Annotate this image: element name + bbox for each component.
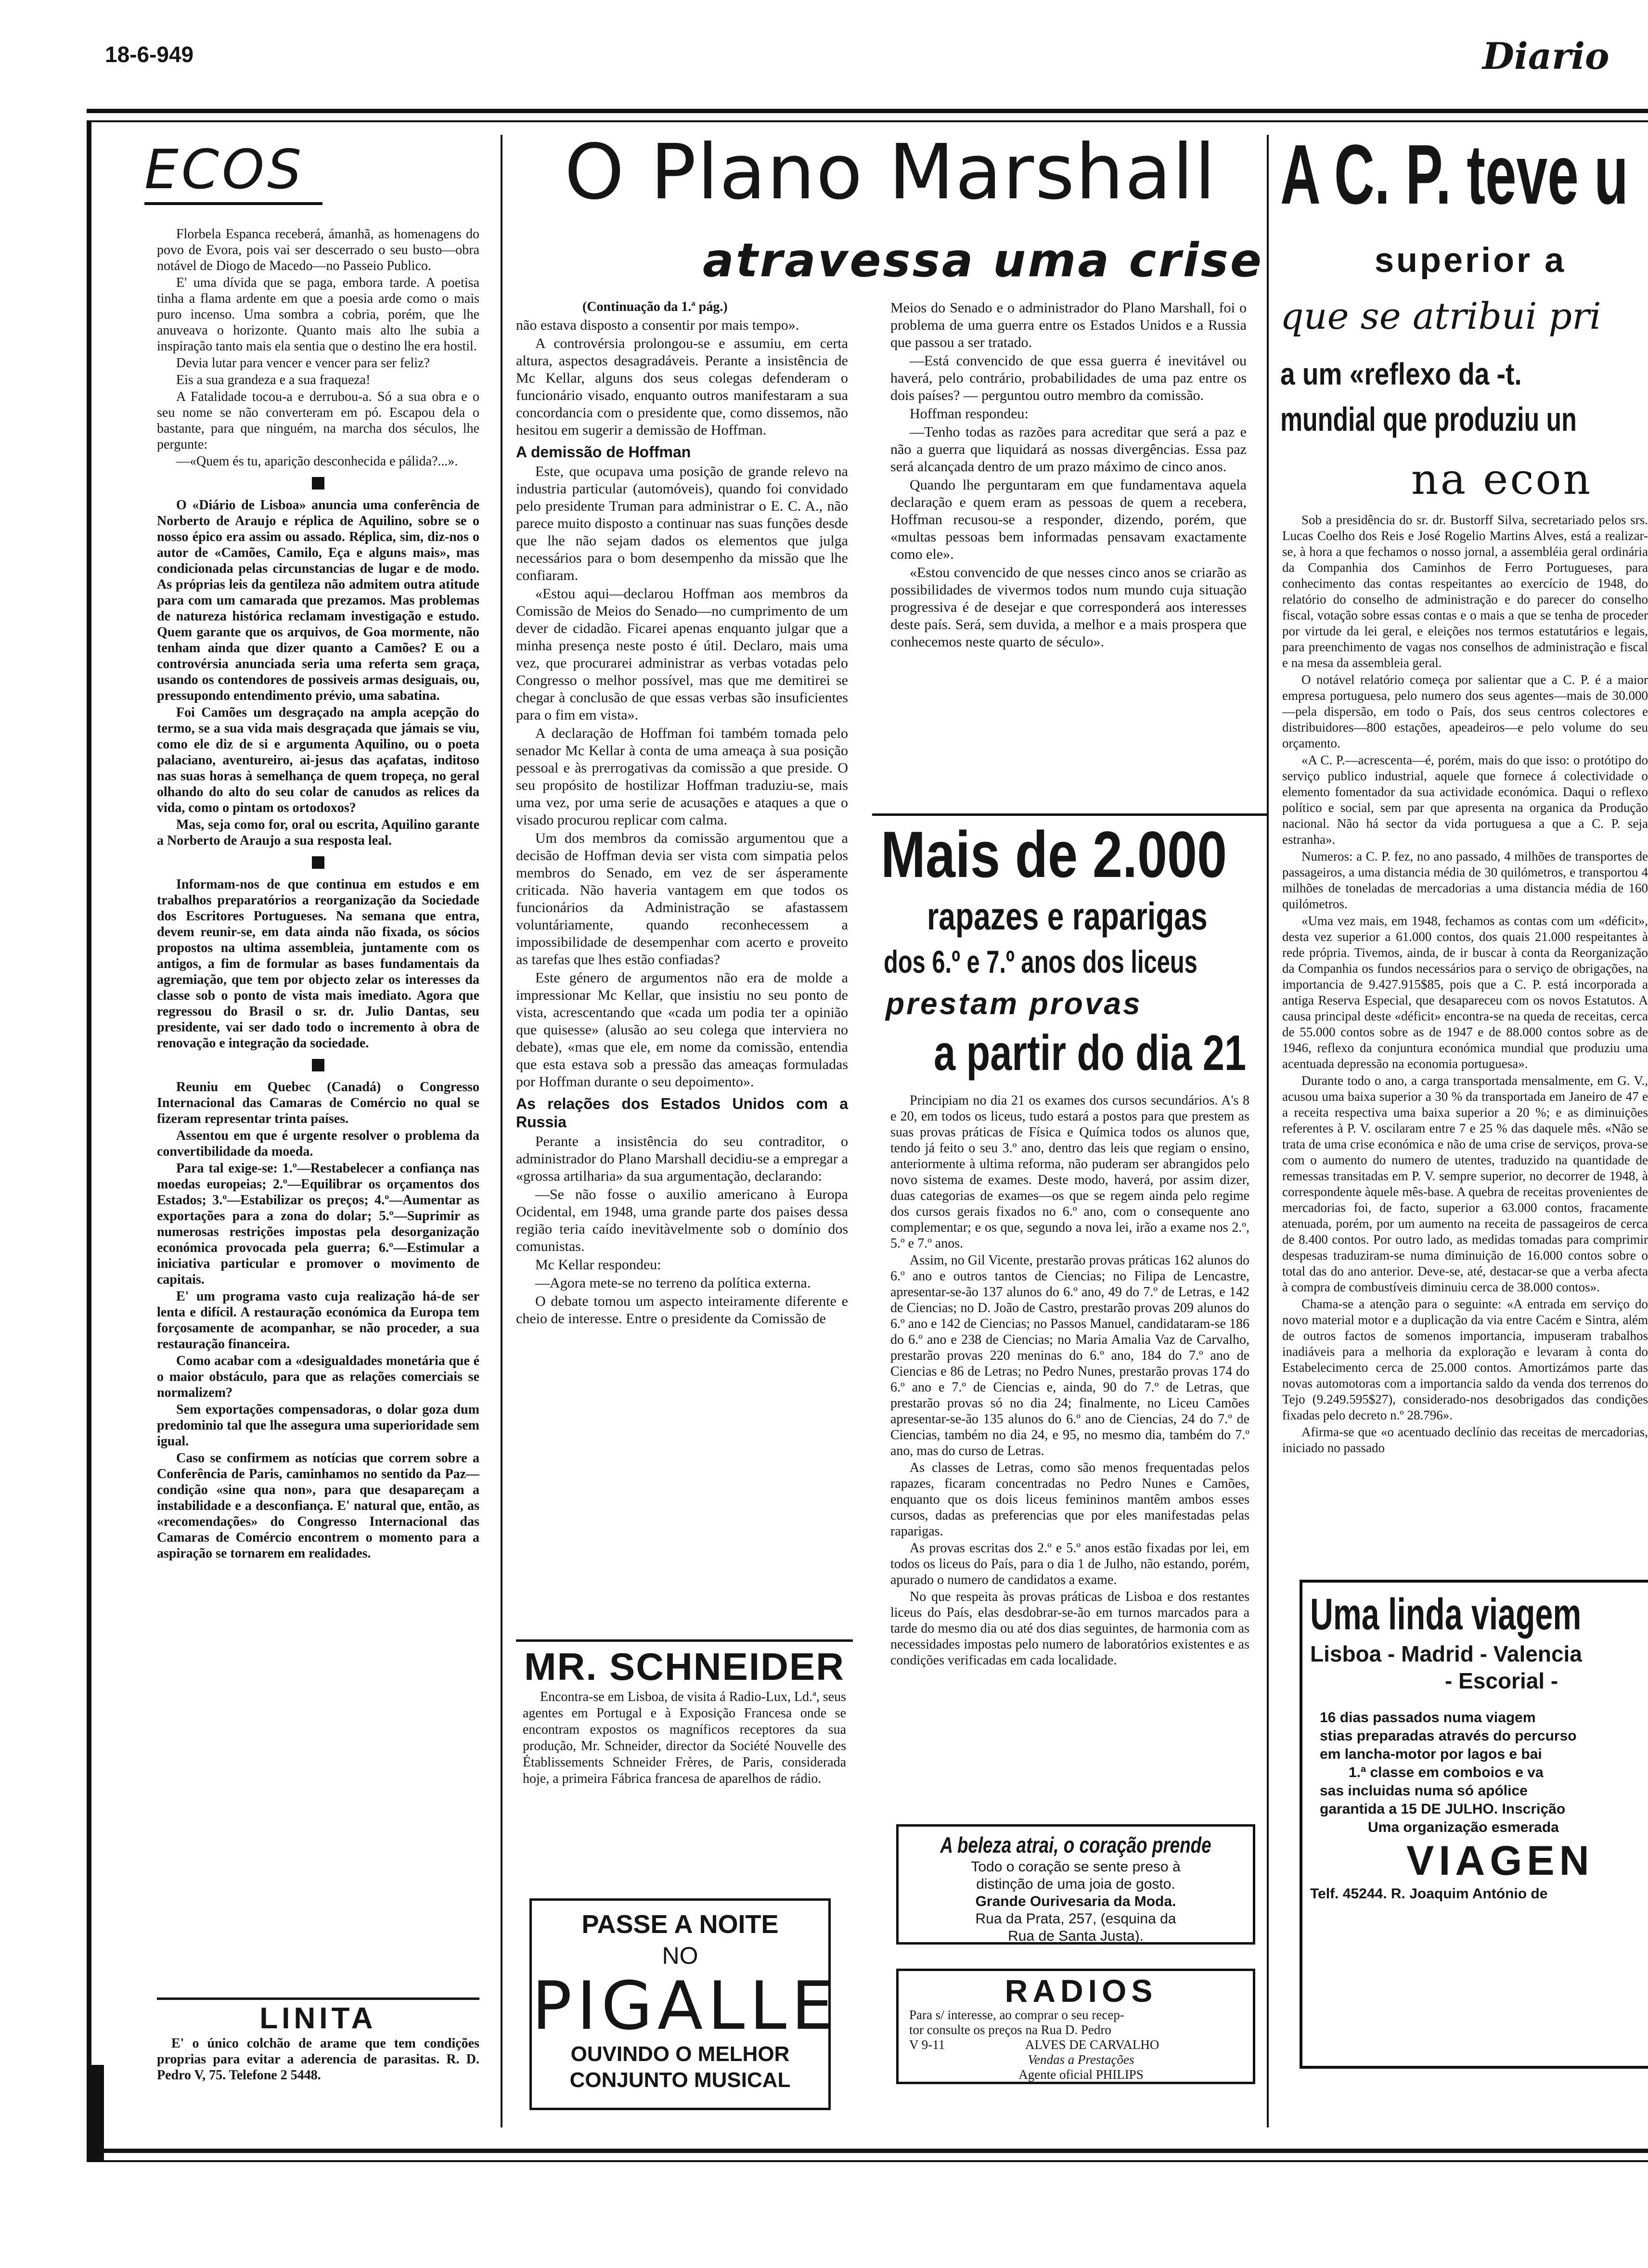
header-rule-thick — [87, 109, 1648, 113]
header-rule-thin — [87, 120, 1648, 122]
section-divider — [312, 856, 324, 869]
cp-column — [1282, 512, 1648, 1571]
cp-headline: A C. P. teve u — [1280, 128, 1629, 222]
viagem-contact: Telf. 45244. R. Joaquim António de — [1310, 1886, 1548, 1902]
radios-ad — [896, 1969, 1255, 2084]
linita-ad — [157, 1997, 479, 2083]
exams-top-rule — [872, 813, 1267, 816]
ecos-title-rule — [144, 202, 322, 205]
marshall-paragraph: Perante a insistência do seu contraditor, o administrador do Plano Marshall decidiu-se a empregar a «grossa artilharia» da sua argumentação, declarando: — [516, 1134, 848, 1184]
exams-title-3: dos 6.º e 7.º anos dos liceus — [884, 944, 1197, 979]
viagem-ad — [1300, 1580, 1648, 2069]
marshall-paragraph: «Estou aqui—declarou Hoffman aos membros da Comissão de Meios do Senado—no cumprimento de um dever de cidadão. Ficarei apenas enquanto julgar que a minha presença neste posto é útil. Declaro, mais uma vez, que procurarei administrar as verbas votadas pelo Congresso o melhor possível, mas que me demitirei se chegar à conclusão de que essas verbas são insuficientes para o fim em vista». — [516, 586, 848, 723]
ecos-paragraph: Sem exportações compensadoras, o dolar goza dum predominio tal que lhe assegura uma superioridade sem igual. — [157, 1402, 479, 1449]
ecos-paragraph: E' uma dívida que se paga, embora tarde. A poetisa tinha a flama ardente em que a poesia arde como o mais puro incenso. Uma sombra a cobria, porém, que lhe anuveava o horizonte. Quanto mais alto lhe subia a inspiração tanto mais ela sentia que o destino lhe era hostil. — [157, 275, 479, 354]
marshall-paragraph: —Tenho todas as razões para acreditar que será a paz e não a guerra que liquidará as nossas divergências. Essa paz será alcançada dentro de um prazo máximo de cinco anos. — [890, 424, 1247, 475]
exams-paragraph: Principiam no dia 21 os exames dos cursos secundários. A's 8 e 20, em todos os liceus, tudo estará a postos para que prestem as suas provas práticas de Física e Química todos os alunos que, tendo já feito o seu 3.º ano, dentro das leis que regiam o ensino, anteriormente à ultima reforma, não puderam ser abrangidos pelo novo sistema de exames. Deste modo, haverá, por assim dizer, duas categorias de exames—os que se regem ainda pelo regime dos cursos gerais fixados no 6.º ano, com o consequente ano complementar; e os que, segundo a nova lei, irão a exame nos 2.º, 5.º e 7.º anos. — [890, 1093, 1249, 1251]
cp-subhead-4: mundial que produziu un — [1280, 400, 1577, 438]
section-divider — [312, 1059, 324, 1071]
cp-paragraph: O notável relatório começa por salientar que a C. P. é a maior empresa portuguesa, pelo numero dos seus agentes—mais de 30.000—pela dispersão, em todo o País, dos seus centros colectores e distribuidores—800 estações, apeadeiros—e pelo volume do seu orçamento. — [1282, 672, 1648, 750]
viagem-line-6: garantida a 15 DE JULHO. Inscrição — [1320, 1801, 1566, 1817]
viagem-line-3: em lancha-motor por lagos e bai — [1320, 1746, 1542, 1762]
marshall-subhead: atravessa uma crise — [703, 233, 1263, 287]
pigalle-ad — [529, 1898, 838, 2110]
schneider-text: Encontra-se em Lisboa, de visita á Radio-Lux, Ld.ª, seus agentes em Portugal e à Exposição Francesa onde se encontram expostos os magníficos receptores da sua produção, Mr. Schneider, director da Société Nouvelle des Établissements Schneider Frères, de Paris, considerada hoje, a primeira Fábrica francesa de aparelhos de rádio. — [523, 1689, 847, 1786]
viagem-route-1: Lisboa - Madrid - Valencia — [1310, 1641, 1582, 1666]
marshall-paragraph: Meios do Senado e o administrador do Plano Marshall, foi o problema de uma guerra entre os Estados Unidos e a Russia que passou a ser tratado. — [890, 300, 1247, 350]
ecos-paragraph: Florbela Espanca receberá, ámanhã, as homenagens do povo de Evora, pois vai ser descerrado o seu busto—obra notável de Diogo de Macedo—no Passeio Publico. — [157, 227, 479, 273]
pigalle-line-1: PASSE A NOITE — [581, 1910, 779, 1939]
marshall-paragraph: Hoffman respondeu: — [910, 406, 1029, 422]
left-margin-bar — [87, 120, 91, 2152]
footer-rule-thin — [87, 2160, 1648, 2162]
viagem-line-2: stias preparadas através do percurso — [1320, 1728, 1577, 1744]
marshall-section-heading: As relações dos Estados Unidos com a Russia — [516, 1095, 848, 1131]
cp-paragraph: Numeros: a C. P. fez, no ano passado, 4 milhões de transportes de passageiros, a uma distancia média de 30 quilómetros, e transportou 4 milhões de toneladas de mercadorias a uma distancia média de 160 quilómetros. — [1282, 849, 1648, 911]
marshall-section-heading: A demissão de Hoffman — [516, 443, 691, 461]
viagem-line-7: Uma organização esmerada — [1368, 1819, 1559, 1835]
marshall-paragraph: «Estou convencido de que nesses cinco anos se criarão as possibilidades de vivermos todos num mundo cuja situação progressiva é de desejar e que corresponderá aos interesses deste país. Será, sem duvida, a melhor e a mais prospera que conhecemos neste quarto de século». — [890, 565, 1247, 650]
radios-line-1: Para s/ interesse, ao comprar o seu recep- — [909, 2008, 1124, 2022]
marshall-paragraph: —Agora mete-se no terreno da política externa. — [535, 1275, 811, 1291]
viagem-title: Uma linda viagem — [1310, 1590, 1582, 1639]
pigalle-line-3: OUVINDO O MELHOR — [570, 2042, 790, 2066]
schneider-ad — [516, 1639, 853, 1787]
radios-title: RADIOS — [1004, 1973, 1158, 2009]
ecos-paragraph: Mas, seja como for, oral ou escrita, Aquilino garante a Norberto de Araujo a sua resposta leal. — [157, 817, 479, 848]
marshall-paragraph: —Está convencido de que essa guerra é inevitável ou haverá, pelo contrário, probabilidades de uma paz entre os dois países? — perguntou outro membro da comissão. — [890, 353, 1247, 403]
marshall-column-2 — [890, 299, 1247, 652]
marshall-paragraph: Um dos membros da comissão argumentou que a decisão de Hoffman devia ser vista com simpatia pelos membros do Senado, em vez de ser ásperamente criticada. Não haveria vantagem em que todos os funcionários da Administração se afastassem voluntáriamente, quando reconhecessem a impossibilidade de desempenhar com acerto e proveito as tarefas que lhes estão confiadas? — [516, 830, 848, 967]
marshall-paragraph: A controvérsia prolongou-se e assumiu, em certa altura, aspectos desagradáveis. Perante a insistência de Mc Kellar, alguns dos seus colegas defenderam o funcionário visado, enquanto outros manifestaram a sua concordancia com o presidente que, como dissemos, não hesitou em sugerir a demissão de Hoffman. — [516, 335, 848, 438]
ecos-paragraph: Eis a sua grandeza e a sua fraqueza! — [176, 373, 371, 387]
marshall-paragraph: —Se não fosse o auxilio americano à Europa Ocidental, em 1948, uma grande parte dos paises dessa região teria caído inevitàvelmente sob o domínio dos comunistas. — [516, 1186, 848, 1254]
beleza-title: A beleza atrai, o coração prende — [940, 1832, 1211, 1857]
exams-title-2: rapazes e raparigas — [927, 895, 1208, 938]
viagem-line-5: sas incluidas numa só apólice — [1320, 1783, 1528, 1799]
cp-subhead-2: que se atribui pri — [1280, 295, 1601, 337]
beleza-line-5: Rua de Santa Justa). — [1008, 1928, 1144, 1944]
ecos-paragraph: A Fatalidade tocou-a e derrubou-a. Só a sua obra e o seu nome se não converteram em pó. Escapou dela o bastante, para que ninguém, na marcha dos séculos, lhe pergunte: — [157, 389, 479, 452]
page-date: 18-6-949 — [105, 42, 194, 67]
ecos-title: ECOS — [144, 139, 305, 201]
exams-title-4: prestam provas — [886, 986, 1142, 1021]
beleza-ad — [896, 1824, 1255, 1945]
pigalle-name: PIGALLE — [532, 1967, 838, 2045]
viagem-route-2: - Escorial - — [1445, 1668, 1558, 1693]
exams-paragraph: No que respeita às provas práticas de Lisboa e dos restantes liceus do País, elas desdobrar-se-ão em turnos marcados para a tarde do mesmo dia ou até dos dias seguintes, de harmonia com as necessidades impostas pelo numero de laboratórios existentes e as condições verificadas em cada localidade. — [890, 1589, 1249, 1668]
pigalle-line-4: CONJUNTO MUSICAL — [569, 2068, 791, 2092]
radios-line-3 — [909, 2037, 1253, 2052]
left-margin-block — [87, 2065, 104, 2161]
radios-address: V 9-11 — [909, 2037, 945, 2052]
marshall-paragraph: não estava disposto a consentir por mais tempo». — [516, 317, 799, 333]
cp-paragraph: Sob a presidência do sr. dr. Bustorff Silva, secretariado pelos srs. Lucas Coelho dos Reis e José Rogelio Martins Alves, está a realizar-se, à hora a que fechamos o nosso jornal, a assembléia geral ordinária da Companhia dos Caminhos de Ferro Portugueses, para conhecimento das contas respeitantes ao exercício de 1948, do relatório do conselho de administração e do parecer do conselho fiscal, votação sobre essas contas e o mais a que se tenha de proceder por virtude da lei geral, e eleições nos termos estatutários e legais, para preenchimento de vagas nos conselhos de administração e fiscal e na mesa da assembleia geral. — [1282, 513, 1648, 670]
marshall-headline: O Plano Marshall — [564, 128, 1217, 217]
masthead: Diario — [1482, 35, 1609, 77]
marshall-paragraph: A declaração de Hoffman foi também tomada pelo senador Mc Kellar à conta de uma ameaça à sua posição pessoal e às prerrogativas da comissão a que preside. O seu propósito de hostilizar Hoffman traduziu-se, mais uma vez, por uma serie de acusações e ataques a que o visado procurou replicar com calma. — [516, 725, 848, 828]
marshall-column-1 — [516, 317, 848, 1328]
footer-rule-thick — [87, 2149, 1648, 2153]
ecos-section-4 — [157, 1079, 479, 1561]
radios-line-5: Agente oficial PHILIPS — [1018, 2067, 1144, 2082]
exams-paragraph: As provas escritas dos 2.º e 5.º anos estão fixadas por lei, em todos os liceus do País, para o dia 1 de Julho, não estando, porém, apurado o numero de candidatos a exame. — [890, 1541, 1249, 1587]
cp-subhead-3: a um «reflexo da -t. — [1280, 357, 1522, 391]
linita-text: E' o único colchão de arame que tem condições proprias para evitar a aderencia de parasitas. R. D. Pedro V, 75. Telefone 2 5448. — [157, 2036, 479, 2083]
beleza-line-4: Rua da Prata, 257, (esquina da — [975, 1911, 1176, 1927]
ecos-section-3 — [157, 876, 479, 1051]
ecos-column — [157, 226, 479, 1562]
cp-subhead-5: na econ — [1411, 454, 1593, 504]
marshall-continuation: (Continuação da 1.ª pág.) — [582, 299, 728, 314]
ecos-paragraph: Para tal exige-se: 1.º—Restabelecer a confiança nas moedas europeias; 2.º—Equilibrar os orçamentos dos Estados; 3.º—Estabilizar os preços; 4.º—Aumentar as exportações para a zona do dolar; 5.º—Suprimir as numerosas restrições impostas pela desorganização económica provocada pela guerra; 6.º—Estimular a iniciativa particular e promover o movimento de capitais. — [157, 1161, 479, 1287]
exams-column — [890, 1093, 1249, 1669]
exams-title-5: a partir do dia 21 — [934, 1025, 1247, 1081]
ecos-paragraph: E' um programa vasto cuja realização há-de ser lenta e difícil. A restauração económica da Europa tem forçosamente de acompanhar, se não proceder, a sua restauração financeira. — [157, 1289, 479, 1352]
section-divider — [312, 477, 324, 490]
marshall-paragraph: O debate tomou um aspecto inteiramente diferente e cheio de interesse. Entre o presidente da Comissão de — [516, 1293, 848, 1327]
beleza-line-2: distinção de uma joia de gosto. — [976, 1876, 1175, 1892]
ecos-paragraph: O «Diário de Lisboa» anuncia uma conferência de Norberto de Araujo e réplica de Aquilino, sobre se o nosso épico era assim ou assado. Réplica, sim, diz-nos o autor de «Camões, Camilo, Eça e alguns mais», mas condicionada pelas circunstancias de lugar e de modo. As próprias leis da gentileza não admitem outra atitude para com um camarada que prezamos. Mas problemas de natureza histórica reclamam investigação e estudo. Quem garante que os arquivos, de Goa mormente, não tenham ainda que dizer quanto a Camões? E ou a controvérsia anunciada seria uma referta sem graça, usando os contendores de possiveis armas desiguais, ou, pressupondo entendimento prévio, uma sabatina. — [157, 498, 479, 703]
ecos-paragraph: Reuniu em Quebec (Canadá) o Congresso Internacional das Camaras de Comércio no qual se fizeram representar trinta países. — [157, 1080, 479, 1126]
cp-paragraph: Chama-se a atenção para o seguinte: «A entrada em serviço do novo material motor e a duplicação da via entre Cacém e Sintra, além de outros factos de somenos importancia, impuseram trabalhos inadiáveis para a melhoria da exploração e levaram à conta do Estabelecimento cerca de 25.000 contos. Amortizámos parte das novas automotoras com a importancia saldo da venda dos terrenos do Tejo (9.249.595$27), considerado-nos desobrigados das condições fixadas pelo decreto n.º 28.796». — [1282, 1297, 1648, 1422]
ecos-paragraph: —«Quem és tu, aparição desconhecida e pálida?...». — [176, 454, 458, 469]
schneider-title: MR. SCHNEIDER — [524, 1645, 845, 1688]
viagem-brand: VIAGEN — [1406, 1838, 1594, 1884]
exams-paragraph: As classes de Letras, como são menos frequentadas pelos rapazes, ficaram concentradas no Pedro Nunes e Camões, enquanto que os dois liceus femininos mantêm ambos esses cursos, dadas as preferencias que por eles manifestadas pelas raparigas. — [890, 1460, 1249, 1539]
ecos-section-1 — [157, 226, 479, 469]
exams-paragraph: Assim, no Gil Vicente, prestarão provas práticas 162 alunos do 6.º ano e outros tantos de Ciencias; no Filipa de Lencastre, apresentar-se-ão 137 alunos do 6.º ano, 49 do 7.º de Letras, e 142 de Ciencias; no D. João de Castro, prestarão provas 209 alunos do 6.º ano e 142 de Ciencias; no Passos Manuel, candidataram-se 186 do 6.º ano e 238 de Ciencias; no Maria Amalia Vaz de Carvalho, prestarão provas 220 meninas do 6.º ano, 184 do 7.º ano de Ciencias e 86 de Letras; no Pedro Nunes, prestarão provas 174 do 6.º ano e 7.º de Ciencias e, ainda, 90 do 7.º de Letras, que prestarão provas só no dia 24; finalmente, no Liceu Camões apresentar-se-ão 135 alunos do 6.º ano de Ciencias, 24 do 7.º de Ciencias, também no dia 24, e 95, no mesmo dia, também do 7.º ano, mas do curso de Letras. — [890, 1253, 1249, 1458]
pigalle-line-2: NO — [662, 1942, 698, 1969]
column-rule-1 — [501, 135, 502, 2127]
ecos-paragraph: Assentou em que é urgente resolver o problema da convertibilidade da moeda. — [157, 1128, 479, 1159]
cp-paragraph: Durante todo o ano, a carga transportada mensalmente, em G. V., acusou uma baixa superior a 30 % da transportada em Janeiro de 47 e a receita respectiva uma baixa superior a 20 %; e as diminuições referentes à P. V. oscilaram entre 7 e 25 % das daquele mês. «Não se trata de uma crise económica e não de uma crise de serviços, prova-se com o aumento do numero de utentes, traduzido na quantidade de remessas transitadas em P. V. sempre superior, no decorrer de 1948, à correspondente àquele mês-base. A quebra de receitas provenientes de mercadorias foi, de facto, superior a 63.000 contos, fracamente atenuada, porém, por um aumento na receita de passageiros de cerca de 8.400 contos. Por outro lado, as medidas tomadas para comprimir despesas traduziram-se numa diminuição de 16.000 contos sobre o total das do ano anterior. Deve-se, até, destacar-se que a verba afecta à compra de combustíveis diminuiu cerca de 38.000 contos». — [1282, 1073, 1648, 1294]
column-rule-2 — [1267, 135, 1269, 2127]
viagem-line-4: 1.ª classe em comboios e va — [1349, 1765, 1544, 1780]
ecos-paragraph: Como acabar com a «desigualdades monetária que é o maior obstáculo, para que as relações comerciais se normalizem? — [157, 1353, 479, 1400]
viagem-line-1: 16 dias passados numa viagem — [1320, 1710, 1536, 1726]
ecos-paragraph: Devia lutar para vencer e vencer para ser feliz? — [176, 356, 430, 371]
ecos-paragraph: Caso se confirmem as notícias que correm sobre a Conferência de Paris, caminhamos no sentido da Paz—condição «sine qua non», para que desapareçam a instabilidade e a desconfiança. E' natural que, então, as «recomendações» do Congresso Internacional das Camaras de Comércio encontrem o momento para a aspiração se tornarem em realidades. — [157, 1451, 479, 1561]
cp-subhead-1: superior a — [1375, 241, 1567, 280]
beleza-line-1: Todo o coração se sente preso à — [971, 1859, 1181, 1875]
marshall-paragraph: Este género de argumentos não era de molde a impressionar Mc Kellar, que insistiu no seu ponto de vista, acrescentando que «cada um podia ter a opinião que quisesse» (alusão ao seu colega que interviera no debate), «mas que ele, em nome da comissão, entendia que esta estava sob a pressão das ameaças formuladas por Hoffman durante o seu depoimento». — [516, 970, 848, 1090]
ecos-paragraph: Foi Camões um desgraçado na ampla acepção do termo, se a sua vida mais desgraçada que jámais se viu, como ele diz de si e argumenta Aquilino, ou o poeta palaciano, aventureiro, ai-jesus das açafatas, inditoso nas suas horas à semelhança de quem tropeça, no geral olhando do alto do seu colar de canudos as relices da vida, como o pintam os ortodoxos? — [157, 705, 479, 815]
ecos-section-2 — [157, 497, 479, 849]
cp-paragraph: «A C. P.—acrescenta—é, porém, mais do que isso: o protótipo do serviço publico industrial, aquele que fornece á colectividade o elemento fomentador da sua actividade económica. Daqui o reflexo político e social, sem par que apresenta na organica da Produção nacional. Não há sector da vida portuguesa a que a C. P. seja estranha». — [1282, 753, 1648, 847]
radios-line-4: Vendas a Prestações — [1028, 2052, 1134, 2067]
linita-title: LINITA — [259, 2002, 377, 2035]
cp-paragraph: Afirma-se que «o acentuado declínio das receitas de mercadorias, iniciado no passado — [1282, 1425, 1648, 1455]
marshall-paragraph: Quando lhe perguntaram em que fundamentava aquela declaração e quem eram as pessoas de quem a recebera, Hoffman recusou-se a responder, dizendo, porém, que «multas pessoas bem informadas pensavam exactamente como ele». — [890, 477, 1247, 562]
ecos-paragraph: Informam-nos de que continua em estudos e em trabalhos preparatórios a reorganização da Sociedade dos Escritores Portugueses. Na semana que entra, devem reunir-se, em data ainda não fixada, os sócios propostos na ultima assembleia, juntamente com os antigos, a fim de formular as bases fundamentais da agremiação, que tem por objecto zelar os interesses da classe sob o ponto de vista mais imediato. Agora que regressou do Brasil o sr. dr. Julio Dantas, seu presidente, vai ser dado todo o incremento à obra de renovação e integração da sociedade. — [157, 877, 479, 1051]
marshall-paragraph: Este, que ocupava uma posição de grande relevo na industria particular (automóveis), quando foi convidado pelo presidente Truman para administrar o E. C. A., não parece muito disposto a continuar nas suas funções desde que lhe não sejam dados os elementos que julga necessários para o bom desempenho da missão que lhe confiaram. — [516, 464, 848, 583]
radios-line-2: tor consulte os preços na Rua D. Pedro — [909, 2023, 1111, 2037]
beleza-line-3: Grande Ourivesaria da Moda. — [975, 1894, 1176, 1909]
radios-company: ALVES DE CARVALHO — [1025, 2037, 1159, 2052]
cp-paragraph: «Uma vez mais, em 1948, fechamos as contas com um «déficit», desta vez superior a 61.000 contos, dos quais 21.000 respeitantes à rede própria. Tivemos, ainda, de ir buscar à conta da Reorganização da Companhia os fundos necessários para o serviço de obrigações, na importancia de 9.427.915$85, pois que a C. P. está incorporada a antiga Reserva Especial, que desapareceu com os novos Estatutos. A causa principal deste «déficit» encontra-se na queda de receitas, cerca de 55.000 contos sobre as de 1947 e de 88.000 contos sobre as de 1946, reflexo da conjuntura económica mundial que produziu uma acentuada depressão na economia portuguesa». — [1282, 914, 1648, 1071]
marshall-paragraph: Mc Kellar respondeu: — [535, 1257, 661, 1273]
exams-title-1: Mais de 2.000 — [881, 818, 1227, 891]
